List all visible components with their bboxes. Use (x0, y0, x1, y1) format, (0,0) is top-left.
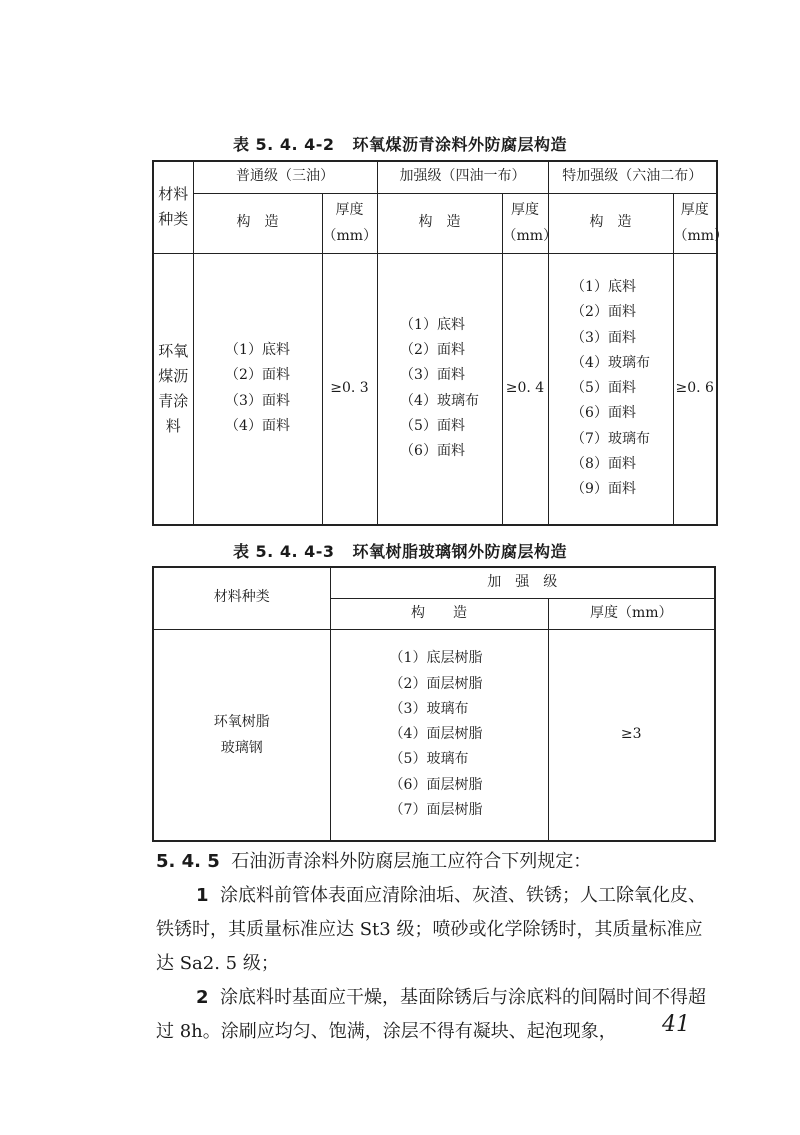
list-item: （5）面料 (571, 380, 636, 397)
list-item: （1）底料 (225, 342, 290, 359)
table1-thickness-header: 厚度 （mm） (322, 193, 377, 253)
table1-material-header: 材料种类 (153, 161, 193, 253)
list-item: （3）面料 (225, 392, 290, 409)
page-number: 41 (662, 1012, 690, 1037)
list-item: （3）玻璃布 (389, 700, 469, 717)
list-item: （1）底料 (571, 278, 636, 295)
table1-special-thickness: ≥0. 6 (673, 253, 717, 525)
table1-grade-special: 特加强级（六油二布） (548, 161, 717, 193)
list-item: （3）面料 (571, 329, 636, 346)
table1-normal-layers (193, 253, 322, 525)
list-item: （4）面料 (225, 418, 290, 435)
list-item: （2）面层树脂 (389, 675, 483, 692)
table2-title: 环氧树脂玻璃钢外防腐层构造 (352, 542, 568, 561)
table1-construct-header: 构 造 (377, 193, 502, 253)
list-item: （4）玻璃布 (571, 354, 650, 371)
list-item: （8）面料 (571, 455, 636, 472)
clause-item: 2 涂底料时基面应干燥，基面除锈后与涂底料的间隔时间不得超过 8h。涂刷应均匀、饱满，涂层不得有凝块、起泡现象， (156, 987, 706, 1042)
list-item: （2）面料 (225, 367, 290, 384)
table1-thickness-header: 厚度 （mm） (502, 193, 548, 253)
table1-special-layers (548, 253, 673, 525)
table1-construct-header: 构 造 (193, 193, 322, 253)
table2-thickness: ≥3 (548, 629, 715, 841)
table1-grade-reinforced: 加强级（四油一布） (377, 161, 548, 193)
table1-grade-normal: 普通级（三油） (193, 161, 377, 193)
list-item: （6）面料 (571, 405, 636, 422)
list-item: （6）面层树脂 (389, 776, 483, 793)
list-item: （1）底层树脂 (389, 650, 483, 667)
table1-caption (0, 132, 800, 155)
table2-number: 表 5. 4. 4-3 (232, 542, 335, 561)
list-item: （5）面料 (400, 418, 465, 435)
table2-caption (0, 539, 800, 562)
table1-construct-header: 构 造 (548, 193, 673, 253)
table1-reinforced-thickness: ≥0. 4 (502, 253, 548, 525)
table1-number: 表 5. 4. 4-2 (232, 135, 335, 154)
list-item: （9）面料 (571, 481, 636, 498)
list-item: （4）面层树脂 (389, 726, 483, 743)
table1-normal-thickness: ≥0. 3 (322, 253, 377, 525)
list-item: （4）玻璃布 (400, 392, 479, 409)
list-item: （7）面层树脂 (389, 801, 483, 818)
table2 (152, 566, 716, 842)
list-item: （2）面料 (400, 342, 465, 359)
list-item: （6）面料 (400, 443, 465, 460)
clause-item: 1 涂底料前管体表面应清除油垢、灰渣、铁锈；人工除氧化皮、铁锈时，其质量标准应达 St3 级；喷砂或化学除锈时，其质量标准应达 Sa2. 5 级； (156, 885, 706, 974)
clause-heading (156, 845, 716, 879)
table2-material-name: 环氧树脂 玻璃钢 (153, 629, 330, 841)
table2-construct-header: 构 造 (330, 598, 548, 629)
list-item: （1）底料 (400, 316, 465, 333)
clause-body (156, 845, 716, 1049)
table1-reinforced-layers (377, 253, 502, 525)
list-item: （7）玻璃布 (571, 430, 650, 447)
table1 (152, 160, 729, 526)
list-item: （5）玻璃布 (389, 751, 469, 768)
table1-title: 环氧煤沥青涂料外防腐层构造 (352, 135, 568, 154)
table1-material-name: 环氧煤沥青涂料 (153, 253, 193, 525)
clause-number: 5. 4. 5 (156, 851, 220, 872)
list-item: （3）面料 (400, 367, 465, 384)
clause-text: 石油沥青涂料外防腐层施工应符合下列规定： (231, 851, 592, 872)
list-item: （2）面料 (571, 304, 636, 321)
table2-grade: 加 强 级 (330, 567, 715, 598)
table2-thickness-header: 厚度（mm） (548, 598, 715, 629)
table2-material-header: 材料种类 (153, 567, 330, 629)
table2-layers (330, 629, 548, 841)
table1-thickness-header: 厚度 （mm） (673, 193, 717, 253)
